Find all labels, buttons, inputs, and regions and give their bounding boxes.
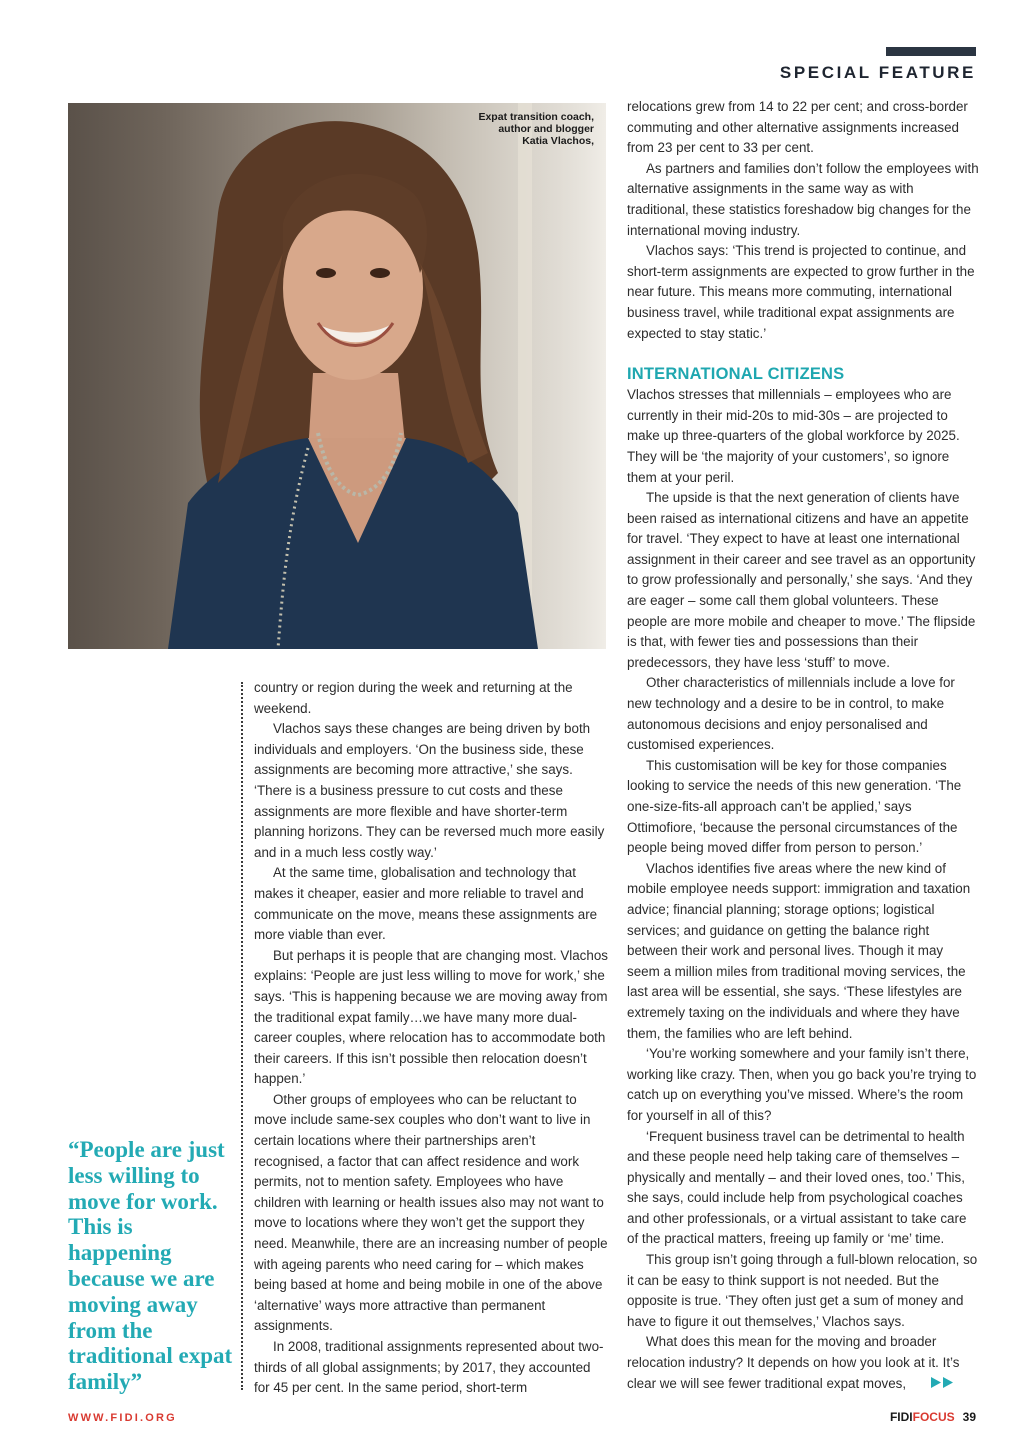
paragraph: Other groups of employees who can be reluctant to move include same-sex couples who don’t want to live in certain locations where their partnerships aren’t recognised, a factor that can affect residence and work permits, not to mention safety. Employees who have children with learning or health issues also may not want to move to locations where they won’t get the support they need. Meanwhile, there are an increasing number of people with ageing parents who need caring for – which makes being based at home and being mobile in one of the above ‘alternative’ ways more attractive than permanent assignments. — [254, 1091, 608, 1334]
paragraph: But perhaps it is people that are changing most. Vlachos explains: ‘People are just less willing to move for work,’ she says. ‘This is happening because we are moving away from the traditional expat family…we have many more dual-career couples, where relocation has to accommodate both their careers. If this isn’t possible then relocation doesn’t happen.’ — [254, 947, 608, 1087]
paragraph-text: What does this mean for the moving and broader relocation industry? It depends on how you look at it. It’s clear we will see fewer traditional expat moves, — [627, 1334, 960, 1391]
caption-line: Katia Vlachos, — [522, 135, 594, 147]
pull-quote: “People are just less willing to move for work. This is happening because we are moving away from the traditional expat family” — [68, 1137, 233, 1395]
continue-arrows-icon — [912, 1374, 955, 1395]
portrait-illustration — [68, 103, 606, 649]
paragraph: At the same time, globalisation and technology that makes it cheaper, easier and more reliable to travel and communicate on the move, means these assignments are more viable than ever. — [254, 865, 598, 943]
paragraph: Vlachos says: ‘This trend is projected to continue, and short-term assignments are expected to grow further in the near future. This means more commuting, international business travel, while traditional expat assignments are expected to stay static.’ — [627, 243, 975, 341]
paragraph: ‘Frequent business travel can be detrimental to health and these people need help taking care of themselves – physically and mentally – and their loved ones, too.’ This, she says, could include help from psychological coaches and other professionals, or a virtual assistant to take care of the practical matters, freeing up family or ‘me’ time. — [627, 1128, 967, 1247]
body-column-right — [627, 97, 979, 1394]
paragraph: This customisation will be key for those companies looking to service the needs of this new generation. ‘The one-size-fits-all approach can’t be applied,’ says Ottimofiore, ‘because the personal circumstances of the people being moved differ from person to person.’ — [627, 757, 962, 856]
section-title: SPECIAL FEATURE — [779, 63, 976, 82]
paragraph: The upside is that the next generation of clients have been raised as international citizens and have an appetite for travel. ‘They expect to have at least one international assignment in their career and see travel as an opportunity to grow professionally and personally,’ she says. ‘And they are eager – some call them global volunteers. These people are more mobile and cheaper to move.’ The flipside is that, with fewer ties and possessions than their predecessors, they have less ‘stuff’ to move. — [627, 490, 976, 670]
footer-brand — [890, 1410, 976, 1424]
paragraph: As partners and families don’t follow the employees with alternative assignments in the same way as with traditional, these statistics foreshadow big changes for the international moving industry. — [627, 160, 979, 238]
subheading: INTERNATIONAL CITIZENS — [627, 365, 845, 384]
paragraph: Vlachos stresses that millennials – employees who are currently in their mid-20s to mid-30s – are projected to make up three-quarters of the global workforce by 2025. They will be ‘the majority of your customers’, so ignore them at your peril. — [627, 387, 960, 485]
header-bar — [886, 47, 976, 56]
paragraph: ‘You’re working somewhere and your family isn’t there, working like crazy. Then, when you go back you’re trying to catch up on everything you’ve missed. Where’s the room for yourself in all of this? — [627, 1046, 977, 1123]
page-number: 39 — [962, 1410, 976, 1424]
paragraph: In 2008, traditional assignments represented about two-thirds of all global assignments; by 2017, they accounted for 45 per cent. In the same period, short-term — [254, 1339, 604, 1396]
paragraph: relocations grew from 14 to 22 per cent; and cross-border commuting and other alternative assignments increased from 23 per cent to 33 per cent. — [627, 99, 968, 156]
brand-fidi: FIDI — [889, 1410, 913, 1424]
paragraph: Vlachos identifies five areas where the new kind of mobile employee needs support: immigration and taxation advice; financial planning; storage options; logistical services; and guidance on getting the balance right between their work and personal lives. Though it may seem a million miles from traditional moving services, the last area will be essential, she says. ‘These lifestyles are extremely taxing on the individuals and where they have them, the families who are left behind. — [627, 860, 971, 1041]
body-column-middle — [254, 678, 608, 1399]
paragraph: country or region during the week and returning at the weekend. — [254, 680, 573, 716]
portrait-photo — [68, 103, 606, 649]
footer-url: WWW.FIDI.ORG — [68, 1412, 177, 1424]
brand-focus: FOCUS — [912, 1410, 955, 1424]
column-divider — [241, 682, 243, 1390]
paragraph-last — [627, 1332, 979, 1394]
paragraph: This group isn’t going through a full-blown relocation, so it can be easy to think support is not needed. But the opposite is true. ‘They often just get a sum of money and have to figure it out themselves,’ Vlachos says. — [627, 1252, 978, 1329]
photo-caption — [424, 111, 594, 147]
paragraph: Other characteristics of millennials include a love for new technology and a desire to be in control, to make autonomous decisions and enjoy personalised and customised experiences. — [627, 675, 955, 753]
caption-line: author and blogger — [498, 123, 594, 135]
paragraph: Vlachos says these changes are being driven by both individuals and employers. ‘On the business side, these assignments are becoming more attractive,’ she says. ‘There is a business pressure to cut costs and these assignments are more flexible and have shorter-term planning horizons. They can be reversed much more easily and in a much less costly way.’ — [254, 721, 605, 860]
caption-line: Expat transition coach, — [478, 111, 594, 123]
